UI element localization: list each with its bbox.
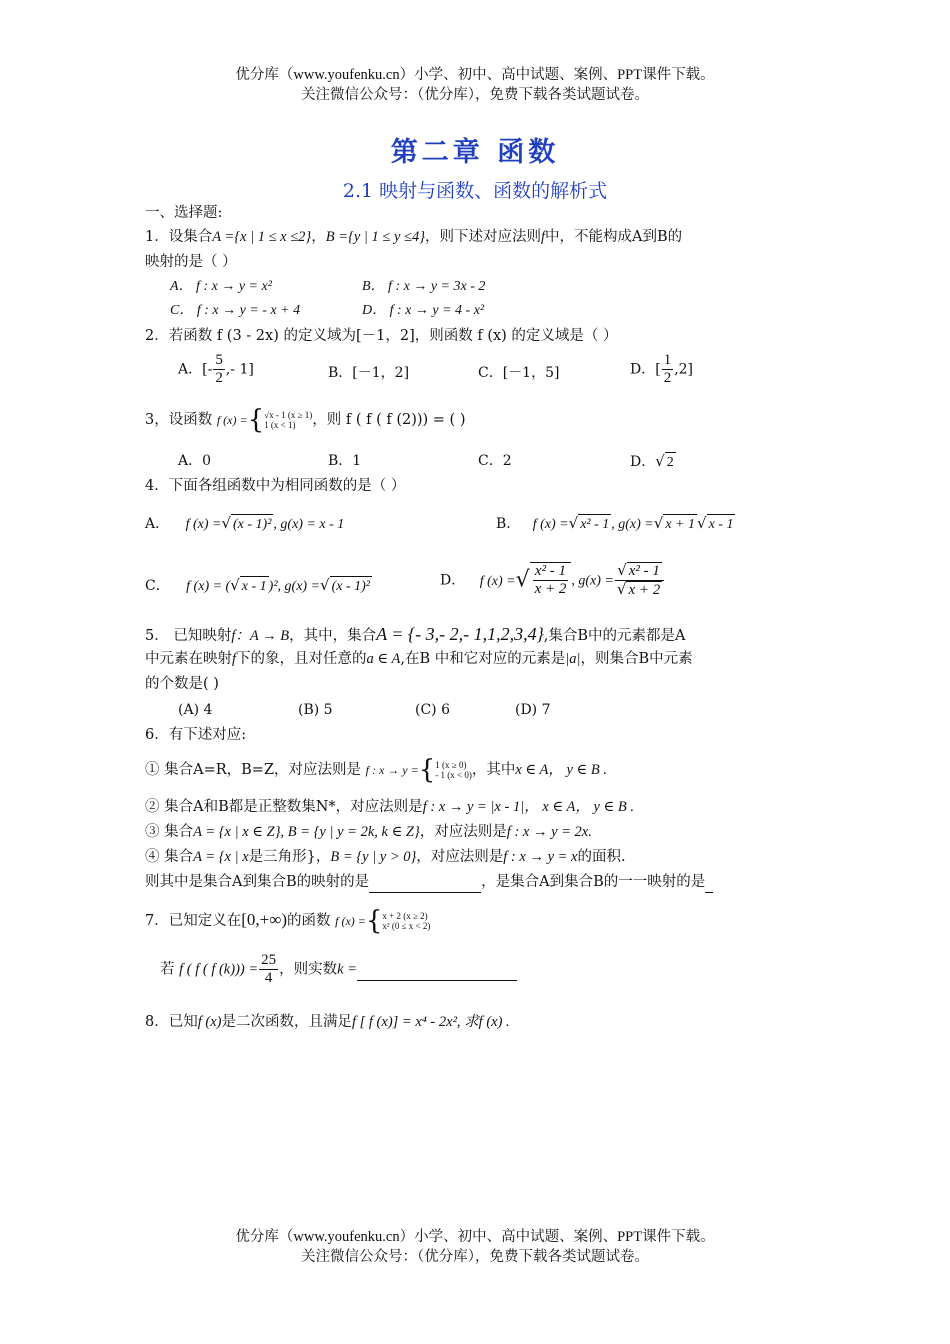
q6-last-b: ，是集合A到集合B的一一映射的是 [481,874,706,890]
q4-b-5: x - 1 [707,514,736,535]
q3-option-d [630,451,676,473]
q8-c: 是二次函数，且满足 [221,1014,352,1030]
q3-pre: 3，设函数 [145,412,213,428]
q4-b-label: B． [496,516,521,532]
page-footer-line-2: 关注微信公众号：（优分库），免费下载各类试题试卷。 [301,1249,649,1265]
question-5-line-3: 的个数是( ) [145,676,219,692]
q3-option-b: B．1 [328,453,362,469]
sqrt-icon: √ [655,452,665,470]
q2-a-fraction [213,352,225,387]
q6-3d: f : x → y = 2x. [506,824,592,840]
q4-d-num-1: x² - 1 [534,563,567,579]
q6-item-1 [145,755,608,785]
q4-a-3: , g(x) = x - 1 [273,517,345,532]
q4-d-num-2 [615,562,664,581]
q2-a-pre: A．[- [178,361,213,378]
q4-d-radical [530,562,572,598]
answer-blank[interactable] [357,960,517,981]
q6-brace: { [418,755,436,785]
question-6: 6．有下述对应: [145,727,247,743]
q6-4c: 是三角形}， [248,849,331,865]
q6-last-a: 则其中是集合A到集合B的映射的是 [145,874,370,890]
sqrt-icon: √ [617,561,627,579]
q4-d-label: D． [440,572,466,589]
q7-fx: f (x) = [335,914,366,928]
q6-item-4 [145,847,626,867]
q5-2d: a ∈ A [366,651,401,667]
q4-c-2: x - 1 [240,576,269,597]
sqrt-icon: √ [616,580,627,598]
q4-option-c [145,575,372,597]
q7-d-k: k = [337,961,357,978]
q3-case-2: 1 (x < 1) [264,420,296,430]
q5-2f: |a| [565,651,581,667]
q7-cases [382,911,430,931]
q3-case-1: √x - 1 (x ≥ 1) [264,410,313,420]
q6-case-1: 1 (x ≥ 0) [435,760,467,770]
question-3 [145,405,466,435]
q6-4g: 的面积. [577,849,626,865]
q1-text-a: 1．设集合 [145,229,213,245]
q4-a-label: A． [145,516,170,532]
q8-b: f (x) [197,1014,222,1030]
q4-c-label: C． [145,578,170,594]
q4-d-2: , g(x) = [571,573,614,589]
q5-1c: ，其中，集合 [289,628,377,644]
q3-option-c: C．2 [478,453,512,469]
q5-option-a: (A) 4 [178,702,213,718]
question-5-line-1 [145,624,686,646]
answer-blank[interactable] [369,872,481,893]
q7-d-f: f ( f ( f (k))) = [179,961,259,978]
q8-d: f [ f (x)] = x⁴ - 2x², 求f (x) . [351,1014,510,1030]
q4-d-den2: x + 2 [628,582,661,598]
q5-option-c: (C) 6 [415,702,450,718]
q6-3b: A = {x | x ∈ Z}, B = {y | y = 2k, k ∈ Z} [193,824,420,840]
q3-d-pre: D． [630,454,656,470]
q2-option-a [178,352,254,387]
q5-2e: ,在B 中和它对应的元素是 [400,651,566,667]
q1-text-g: 中，不能构成A到B的 [545,229,683,245]
q3-option-a: A．0 [178,453,212,469]
q6-4f: f : x → y = x [503,849,578,865]
q4-c-3: )², g(x) = [268,579,321,594]
q5-2b: f [232,651,237,667]
q2-d-fraction [662,352,674,387]
q4-d-1: f (x) = [479,573,516,589]
q7-fraction [259,952,278,987]
q1-option-b: B． f : x → y = 3x - 2 [362,279,486,294]
page-footer-line-1: 优分库（www.youfenku.cn）小学、初中、高中试题、案例、PPT课件下载。 [235,1229,715,1245]
q1-text-e: ，则下述对应法则 [425,229,542,245]
q6-2b: f : x → y = |x - 1|， x ∈ A， y ∈ B . [422,799,634,815]
q3-fx: f (x) = [216,413,248,427]
q4-option-b [496,513,735,535]
q6-4e: ，对应法则是 [416,849,504,865]
q2-d-post: ,2] [674,361,694,378]
q4-c-1: f (x) = ( [186,579,231,594]
q7-case-1: x + 2 (x ≥ 2) [382,911,428,921]
q2-a-post: ,- 1] [225,361,254,378]
q5-1a: 5． 已知映射 [145,628,232,644]
sqrt-icon: √ [568,514,579,532]
q6-1a: ① 集合A=R，B=Z，对应法则是 [145,762,362,778]
question-8 [145,1012,510,1032]
q4-d-num2: x² - 1 [628,563,660,579]
q6-case-2: - 1 (x < 0) [435,770,472,780]
sqrt-icon: √ [515,567,530,593]
q4-a-1: f (x) = [185,517,222,532]
q2-d-num: 1 [663,352,672,368]
q8-a: 8．已知 [145,1014,198,1030]
q6-4a: ④ 集合 [145,849,194,865]
sqrt-icon: √ [320,576,330,594]
q4-d-fraction-1 [533,563,569,598]
q6-conclusion [145,872,713,893]
q6-4b: A = {x | x [193,849,249,865]
page-header-line-1: 优分库（www.youfenku.cn）小学、初中、高中试题、案例、PPT课件下载。 [235,67,715,83]
q5-2c: 下的象，且对任意的 [236,651,367,667]
q7-a: 7．已知定义在 [145,913,242,929]
q1-f: f [541,229,546,245]
q1-set-b: B ={y | 1 ≤ y ≤4} [325,229,426,245]
q4-b-1: f (x) = [532,517,569,532]
q2-d-pre: D．[ [630,361,661,378]
q2-option-b: B．[－1，2] [328,365,410,381]
answer-blank[interactable] [705,872,713,893]
q5-1b: f：A → B [231,628,290,644]
q4-option-d [440,562,665,599]
q7-b: [0,+∞) [241,910,288,929]
q3-d-radicand: 2 [665,452,676,473]
q6-cases [435,760,472,780]
q7-d-post: ，则实数 [279,961,338,978]
q4-c-4: (x - 1)² [330,576,372,597]
question-4: 4．下面各组函数中为相同函数的是（ ） [145,478,406,494]
q6-item-2 [145,797,634,817]
q2-d-den: 2 [663,370,672,386]
q1-option-a: A． f : x → y = x² [170,279,272,294]
q6-2a: ② 集合A和B都是正整数集N*，对应法则是 [145,799,423,815]
question-1-line-1 [145,227,682,247]
q1-option-c: C． f : x → y = - x + 4 [170,303,301,318]
q7-den: 4 [264,970,273,986]
q4-b-4: x + 1 [663,514,697,535]
q5-1e: ,集合B中的元素都是A [543,628,686,644]
q6-1b: f : x → y = [365,763,419,777]
q2-a-den: 2 [215,370,223,386]
q4-a-2: (x - 1)² [231,514,273,535]
q2-option-d [630,352,693,387]
q5-1d: A = {- 3,- 2,- 1,1,2,3,4} [376,624,544,644]
q6-4d: B = {y | y > 0} [330,849,417,865]
q3-brace: { [247,405,265,435]
sqrt-icon: √ [653,514,664,532]
q7-num: 25 [261,952,277,968]
q6-3c: ，对应法则是 [419,824,507,840]
sqrt-icon: √ [697,514,707,532]
q4-d-den-1: x + 2 [534,581,567,597]
q5-2a: 中元素在映射 [145,651,232,667]
q3-cases [264,410,312,430]
q5-option-d: (D) 7 [515,702,551,718]
sqrt-icon: √ [221,514,232,532]
q6-3a: ③ 集合 [145,824,194,840]
q4-d-den-2 [615,581,664,599]
sqrt-icon: √ [230,576,240,594]
q7-d-pre: 若 [160,961,175,978]
section-subtitle: 2.1 映射与函数、函数的解析式 [342,180,608,202]
question-5-line-2 [145,649,693,669]
q2-option-c: C．[－1，5] [478,365,560,381]
question-7 [145,906,431,936]
q4-option-a [145,513,344,535]
q6-1e: x ∈ A， y ∈ B . [515,762,608,778]
q4-d-fraction-2 [615,562,664,599]
question-2: 2．若函数 f (3 - 2x) 的定义域为[－1，2]，则函数 f (x) 的定义域是（ ） [145,328,618,344]
q7-brace: { [365,906,383,936]
section-heading: 一、选择题: [145,205,223,221]
q4-b-2: x² - 1 [578,514,611,535]
q5-option-b: (B) 5 [298,702,333,718]
question-1-line-2: 映射的是（ ） [145,254,237,270]
q7-c: 的函数 [287,913,331,929]
q1-option-d: D． f : x → y = 4 - x² [362,303,485,318]
q6-1d: ，其中 [471,762,516,778]
q5-2g: ，则集合B中元素 [580,651,693,667]
question-7-line-2 [160,952,517,987]
chapter-title: 第二章 函数 [390,137,560,168]
q1-set-a: A ={x | 1 ≤ x ≤2} [212,229,312,245]
q2-a-num: 5 [215,352,223,368]
page-header-line-2: 关注微信公众号：（优分库），免费下载各类试题试卷。 [301,87,649,103]
q4-b-3: , g(x) = [611,517,654,532]
q7-case-2: x² (0 ≤ x < 2) [382,921,431,931]
q1-text-c: ， [311,229,326,245]
q6-item-3 [145,822,592,842]
q3-post: ，则 f ( f ( f (2))) = ( ) [312,412,466,428]
